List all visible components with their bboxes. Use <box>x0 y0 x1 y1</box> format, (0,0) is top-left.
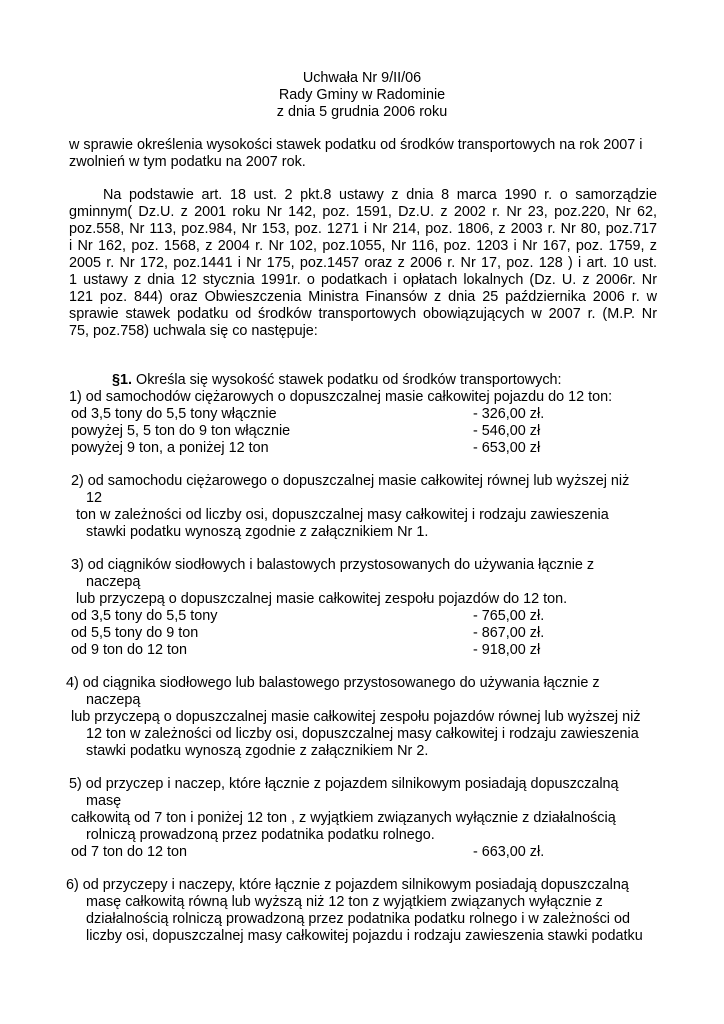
item-1-title: 1) od samochodów ciężarowych o dopuszczalnej masie całkowitej pojazdu do 12 ton: <box>69 389 613 405</box>
item-2-line-2: 12 <box>86 490 103 506</box>
item-3-row-3-amount: - 918,00 zł <box>473 642 541 658</box>
item-6-line-2: masę całkowitą równą lub wyższą niż 12 ton z wyjątkiem związanych wyłącznie z <box>86 894 603 910</box>
item-6-line-4: liczby osi, dopuszczalnej masy całkowitej pojazdu i rodzaju zawieszenia stawki podatku <box>86 928 643 944</box>
item-2-line-4: stawki podatku wynoszą zgodnie z załącznikiem Nr 1. <box>86 524 429 540</box>
item-3-row-2-label: od 5,5 tony do 9 ton <box>71 625 199 641</box>
item-3-row-3-label: od 9 ton do 12 ton <box>71 642 188 658</box>
basis-line-1: Na podstawie art. 18 ust. 2 pkt.8 ustawy z dnia 8 marca 1990 r. o samorządzie <box>103 187 657 203</box>
section-1-label: §1. <box>112 372 133 388</box>
item-1-row-1-amount: - 326,00 zł. <box>473 406 545 422</box>
item-5-row-amount: - 663,00 zł. <box>473 844 545 860</box>
basis-line-3: poz.558, Nr 113, poz.984, Nr 153, poz. 1271 i Nr 214, poz. 1806, z 2003 r. Nr 80, poz.717 <box>69 221 657 237</box>
item-2-line-3: ton w zależności od liczby osi, dopuszczalnej masy całkowitej i rodzaju zawieszenia <box>76 507 609 523</box>
item-4-line-3: lub przyczepą o dopuszczalnej masie całkowitej zespołu pojazdów równej lub wyższej niż <box>71 709 641 725</box>
item-4-line-5: stawki podatku wynoszą zgodnie z załącznikiem Nr 2. <box>86 743 429 759</box>
item-1-row-3-amount: - 653,00 zł <box>473 440 541 456</box>
item-4-line-2: naczepą <box>86 692 141 708</box>
item-6-line-1: 6) od przyczepy i naczepy, które łącznie z pojazdem silnikowym posiadają dopuszczalną <box>66 877 629 893</box>
resolution-title: Uchwała Nr 9/II/06 <box>302 70 422 86</box>
basis-line-6: 1 ustawy z dnia 12 stycznia 1991r. o podatkach i opłatach lokalnych (Dz. U. z 2006r. Nr <box>69 272 657 288</box>
item-2-line-1: 2) od samochodu ciężarowego o dopuszczalnej masie całkowitej równej lub wyższej niż <box>71 473 630 489</box>
item-3-line-3: lub przyczepą o dopuszczalnej masie całkowitej zespołu pojazdów do 12 ton. <box>76 591 568 607</box>
basis-line-9: 75, poz.758) uchwala się co następuje: <box>69 323 318 339</box>
item-3-line-2: naczepą <box>86 574 141 590</box>
basis-line-8: sprawie stawek podatku od środków transportowych obowiązujących w 2007 r. (M.P. Nr <box>69 306 657 322</box>
item-3-row-1-amount: - 765,00 zł. <box>473 608 545 624</box>
item-4-line-4: 12 ton w zależności od liczby osi, dopuszczalnej masy całkowitej i rodzaju zawieszenia <box>86 726 639 742</box>
item-6-line-3: działalnością rolniczą prowadzoną przez podatnika podatku rolnego i w zależności od <box>86 911 630 927</box>
item-3-line-1: 3) od ciągników siodłowych i balastowych przystosowanych do używania łącznie z <box>71 557 595 573</box>
subject-line-1: w sprawie określenia wysokości stawek podatku od środków transportowych na rok 2007 i <box>69 137 643 153</box>
item-1-row-2-label: powyżej 5, 5 ton do 9 ton włącznie <box>71 423 291 439</box>
item-1-row-3-label: powyżej 9 ton, a poniżej 12 ton <box>71 440 269 456</box>
resolution-date: z dnia 5 grudnia 2006 roku <box>276 104 448 120</box>
section-1-heading <box>112 372 562 389</box>
basis-line-5: 2005 r. Nr 172, poz.1441 i Nr 175, poz.1457 oraz z 2006 r. Nr 17, poz. 128 ) i art. 10 ust. <box>69 255 657 271</box>
item-5-line-1: 5) od przyczep i naczep, które łącznie z pojazdem silnikowym posiadają dopuszczalną <box>69 776 619 792</box>
item-1-row-2-amount: - 546,00 zł <box>473 423 541 439</box>
item-5-row-label: od 7 ton do 12 ton <box>71 844 188 860</box>
section-1-text: Określa się wysokość stawek podatku od środków transportowych: <box>132 372 562 388</box>
basis-line-7: 121 poz. 844) oraz Obwieszczenia Ministra Finansów z dnia 25 października 2006 r. w <box>69 289 657 305</box>
item-5-line-3: całkowitą od 7 ton i poniżej 12 ton , z wyjątkiem związanych wyłącznie z działalnością <box>71 810 616 826</box>
basis-line-2: gminnym( Dz.U. z 2001 roku Nr 142, poz. 1591, Dz.U. z 2002 r. Nr 23, poz.220, Nr 62, <box>69 204 657 220</box>
item-3-row-1-label: od 3,5 tony do 5,5 tony <box>71 608 218 624</box>
subject-line-2: zwolnień w tym podatku na 2007 rok. <box>69 154 306 170</box>
item-5-line-2: masę <box>86 793 122 809</box>
council-name: Rady Gminy w Radominie <box>278 87 446 103</box>
item-4-line-1: 4) od ciągnika siodłowego lub balastowego przystosowanego do używania łącznie z <box>66 675 600 691</box>
basis-line-4: i Nr 162, poz. 1568, z 2004 r. Nr 102, poz.1055, Nr 116, poz. 1203 i Nr 167, poz. 1759, z <box>69 238 657 254</box>
item-1-row-1-label: od 3,5 tony do 5,5 tony włącznie <box>71 406 277 422</box>
item-3-row-2-amount: - 867,00 zł. <box>473 625 545 641</box>
item-5-line-4: rolniczą prowadzoną przez podatnika podatku rolnego. <box>86 827 435 843</box>
